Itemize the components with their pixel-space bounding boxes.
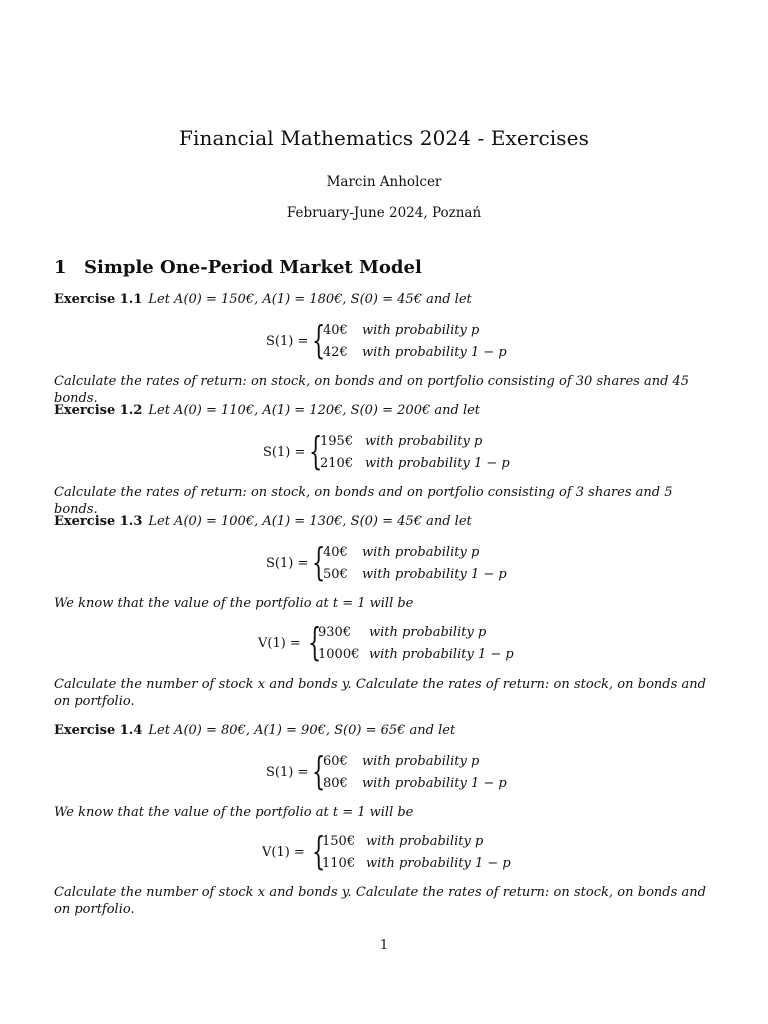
section-title: Simple One-Period Market Model — [84, 257, 422, 278]
brace-glyph: { — [312, 318, 326, 362]
brace-glyph: { — [312, 749, 326, 793]
document-date: February-June 2024, Poznań — [286, 205, 482, 221]
case-value: 150€ — [322, 834, 356, 849]
brace-glyph: { — [308, 620, 322, 664]
case-probability: with probability p — [369, 625, 487, 640]
exercise-intro: Let A(0) = 150€, A(1) = 180€, S(0) = 45€ and let — [148, 292, 472, 307]
case-probability: with probability 1 − p — [365, 456, 510, 471]
case-value: 110€ — [322, 856, 356, 871]
page-number: 1 — [379, 938, 389, 953]
case-value: 60€ — [323, 754, 348, 769]
case-value: 930€ — [318, 625, 352, 640]
brace-glyph: { — [312, 540, 326, 584]
case-value: 50€ — [323, 567, 348, 582]
case-value: 40€ — [323, 545, 348, 560]
brace-glyph: { — [309, 429, 323, 473]
case-probability: with probability p — [362, 545, 480, 560]
case-probability: with probability p — [365, 434, 483, 449]
exercise-1-4-middle-text: We know that the value of the portfolio at t = 1 will be — [54, 805, 414, 820]
exercise-1-2-question: Calculate the rates of return: on stock, on bonds and on portfolio consisting of 3 shares and 5 bonds. — [54, 485, 673, 517]
case-probability: with probability 1 − p — [366, 856, 511, 871]
equation-lhs: V(1) = — [258, 636, 301, 651]
exercise-1-4-question: Calculate the number of stock x and bonds y. Calculate the rates of return: on stock, on bonds and on portfolio. — [54, 885, 706, 917]
document-author: Marcin Anholcer — [326, 174, 442, 190]
exercise-1-3-question: Calculate the number of stock x and bonds y. Calculate the rates of return: on stock, on bonds and on portfolio. — [54, 677, 706, 709]
exercise-label: Exercise 1.4 — [54, 723, 143, 738]
case-value: 42€ — [323, 345, 348, 360]
case-probability: with probability p — [366, 834, 484, 849]
case-value: 195€ — [320, 434, 354, 449]
exercise-label: Exercise 1.1 — [54, 292, 143, 307]
document-title: Financial Mathematics 2024 - Exercises — [179, 126, 589, 150]
case-probability: with probability 1 − p — [362, 345, 507, 360]
exercise-1-1-statement — [54, 292, 472, 307]
case-probability: with probability 1 − p — [369, 647, 514, 662]
case-probability: with probability 1 − p — [362, 776, 507, 791]
section-number: 1 — [54, 257, 67, 278]
case-value: 40€ — [323, 323, 348, 338]
equation-lhs: S(1) = — [266, 556, 309, 571]
exercise-intro: Let A(0) = 80€, A(1) = 90€, S(0) = 65€ and let — [148, 723, 456, 738]
exercise-1-1-question: Calculate the rates of return: on stock, on bonds and on portfolio consisting of 30 shares and 45 bonds. — [54, 374, 690, 406]
case-probability: with probability p — [362, 754, 480, 769]
equation-lhs: S(1) = — [266, 334, 309, 349]
exercise-1-3-middle-text: We know that the value of the portfolio at t = 1 will be — [54, 596, 414, 611]
case-probability: with probability 1 − p — [362, 567, 507, 582]
brace-glyph: { — [312, 829, 326, 873]
case-value: 1000€ — [318, 647, 360, 662]
exercise-1-3-statement — [54, 514, 472, 529]
case-probability: with probability p — [362, 323, 480, 338]
case-value: 210€ — [320, 456, 354, 471]
exercise-label: Exercise 1.3 — [54, 514, 143, 529]
equation-lhs: S(1) = — [263, 445, 306, 460]
section-heading — [54, 257, 422, 278]
equation-lhs: V(1) = — [262, 845, 305, 860]
exercise-1-4-statement — [54, 723, 455, 738]
equation-lhs: S(1) = — [266, 765, 309, 780]
exercise-intro: Let A(0) = 110€, A(1) = 120€, S(0) = 200€ and let — [148, 403, 481, 418]
case-value: 80€ — [323, 776, 348, 791]
exercise-intro: Let A(0) = 100€, A(1) = 130€, S(0) = 45€ and let — [148, 514, 472, 529]
exercise-label: Exercise 1.2 — [54, 403, 143, 418]
exercise-1-2-statement — [54, 403, 480, 418]
